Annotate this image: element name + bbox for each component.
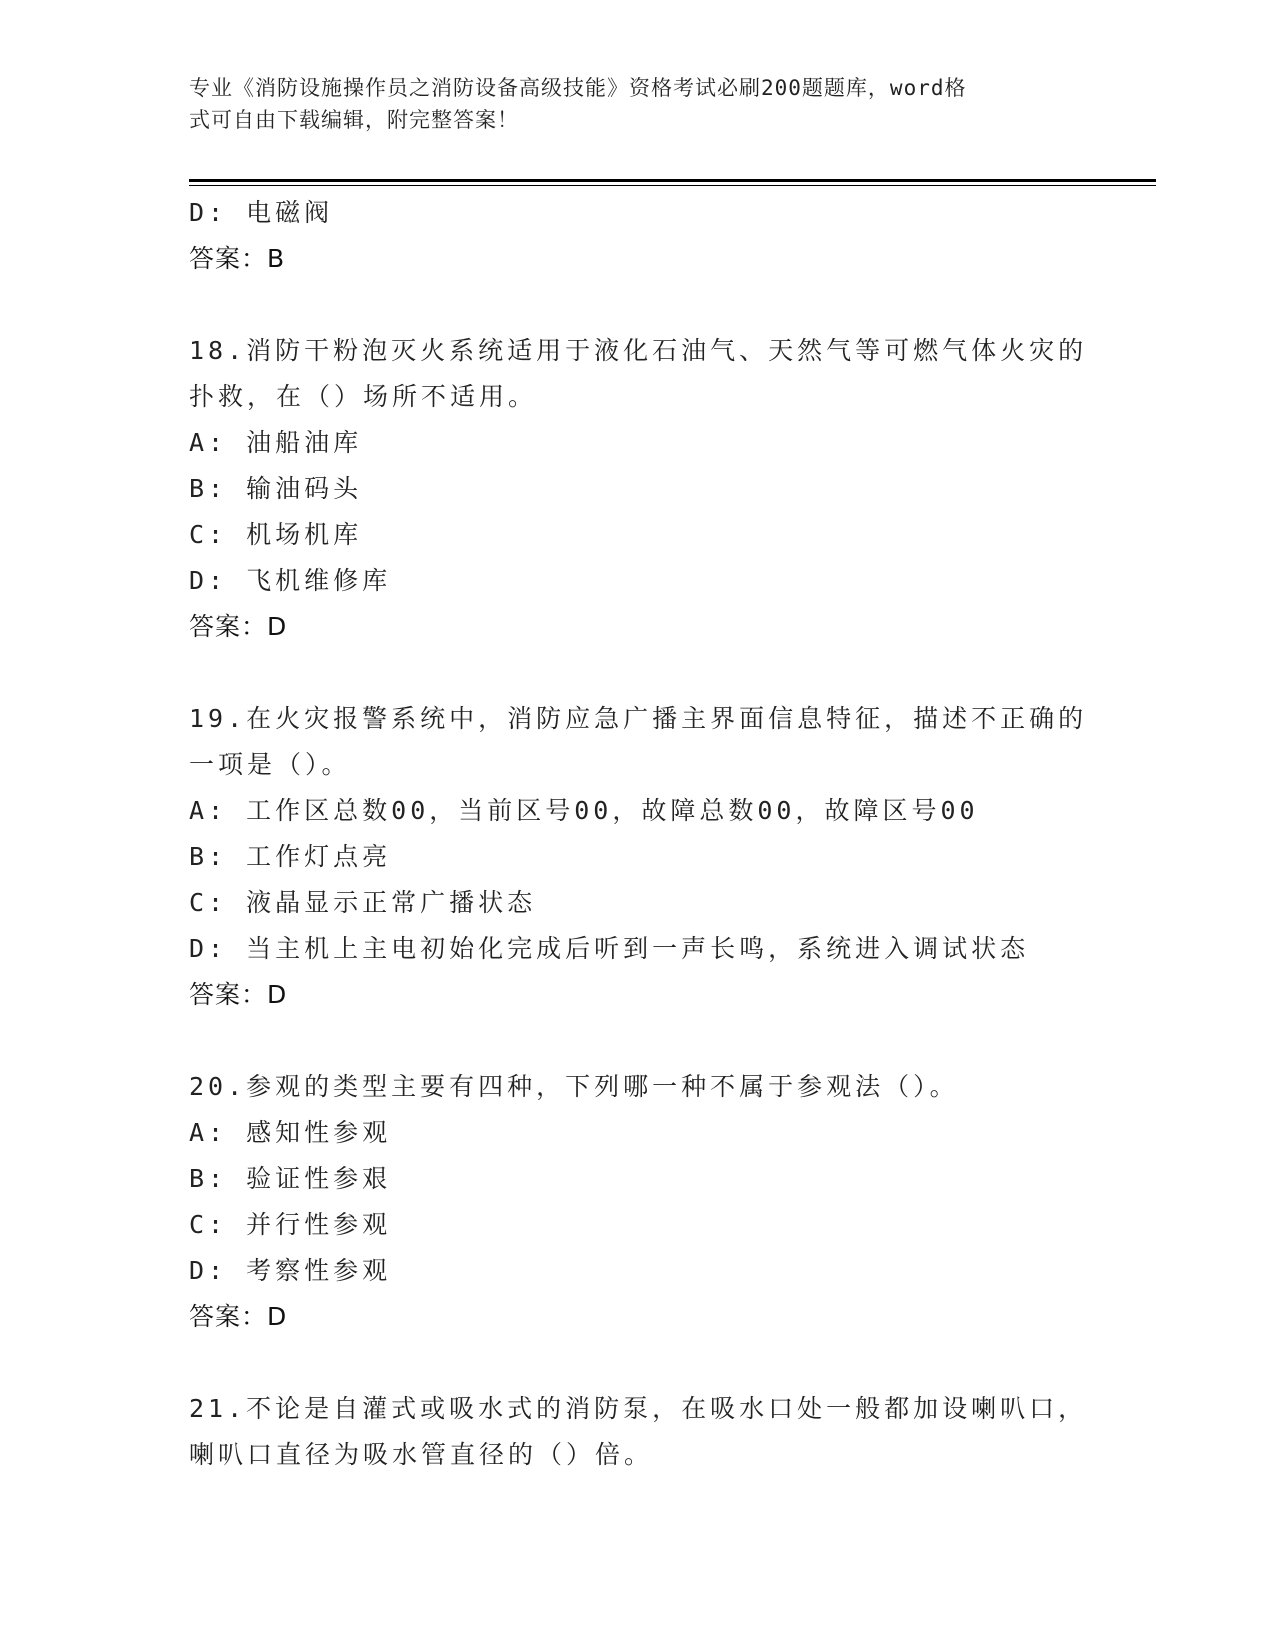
spacer [189, 1018, 1089, 1064]
option-b: B: 输油码头 [189, 474, 363, 503]
header-divider-thin [189, 185, 1156, 186]
answer-line: 答案：D [189, 612, 288, 641]
answer-line: 答案：D [189, 980, 288, 1009]
question-21 [189, 1386, 1089, 1478]
spacer [189, 650, 1089, 696]
header-line-1: 专业《消防设施操作员之消防设备高级技能》资格考试必刷200题题库，word格 [189, 76, 967, 100]
question-stem: 21.不论是自灌式或吸水式的消防泵，在吸水口处一般都加设喇叭口， [189, 1394, 1088, 1423]
answer-line: 答案：D [189, 1302, 288, 1331]
question-20 [189, 1064, 1089, 1340]
answer-line: 答案：B [189, 244, 286, 273]
spacer [189, 1340, 1089, 1386]
header-line-2: 式可自由下载编辑，附完整答案！ [189, 108, 519, 132]
option-b: B: 验证性参艰 [189, 1164, 392, 1193]
question-stem: 18.消防干粉泡灭火系统适用于液化石油气、天然气等可燃气体火灾的 [189, 336, 1088, 365]
question-list [189, 190, 1089, 1478]
question-stem-cont: 一项是（）。 [189, 750, 351, 779]
option-d: D: 电磁阀 [189, 198, 334, 227]
document-header [189, 72, 1089, 136]
option-a: A: 工作区总数00，当前区号00，故障总数00，故障区号00 [189, 796, 979, 825]
question-stem: 19.在火灾报警系统中，消防应急广播主界面信息特征，描述不正确的 [189, 704, 1088, 733]
question-stem: 20.参观的类型主要有四种，下列哪一种不属于参观法（）。 [189, 1072, 959, 1101]
option-c: C: 并行性参观 [189, 1210, 392, 1239]
header-divider-thick [189, 179, 1156, 182]
question-stem-cont: 喇叭口直径为吸水管直径的（）倍。 [189, 1440, 654, 1469]
option-b: B: 工作灯点亮 [189, 842, 392, 871]
option-d: D: 飞机维修库 [189, 566, 392, 595]
spacer [189, 282, 1089, 328]
option-c: C: 机场机库 [189, 520, 363, 549]
question-19 [189, 696, 1089, 1018]
question-stem-cont: 扑救，在（）场所不适用。 [189, 382, 538, 411]
option-d: D: 当主机上主电初始化完成后听到一声长鸣，系统进入调试状态 [189, 934, 1030, 963]
option-a: A: 感知性参观 [189, 1118, 392, 1147]
question-17-tail [189, 190, 1089, 282]
option-c: C: 液晶显示正常广播状态 [189, 888, 537, 917]
option-d: D: 考察性参观 [189, 1256, 392, 1285]
question-18 [189, 328, 1089, 650]
option-a: A: 油船油库 [189, 428, 363, 457]
